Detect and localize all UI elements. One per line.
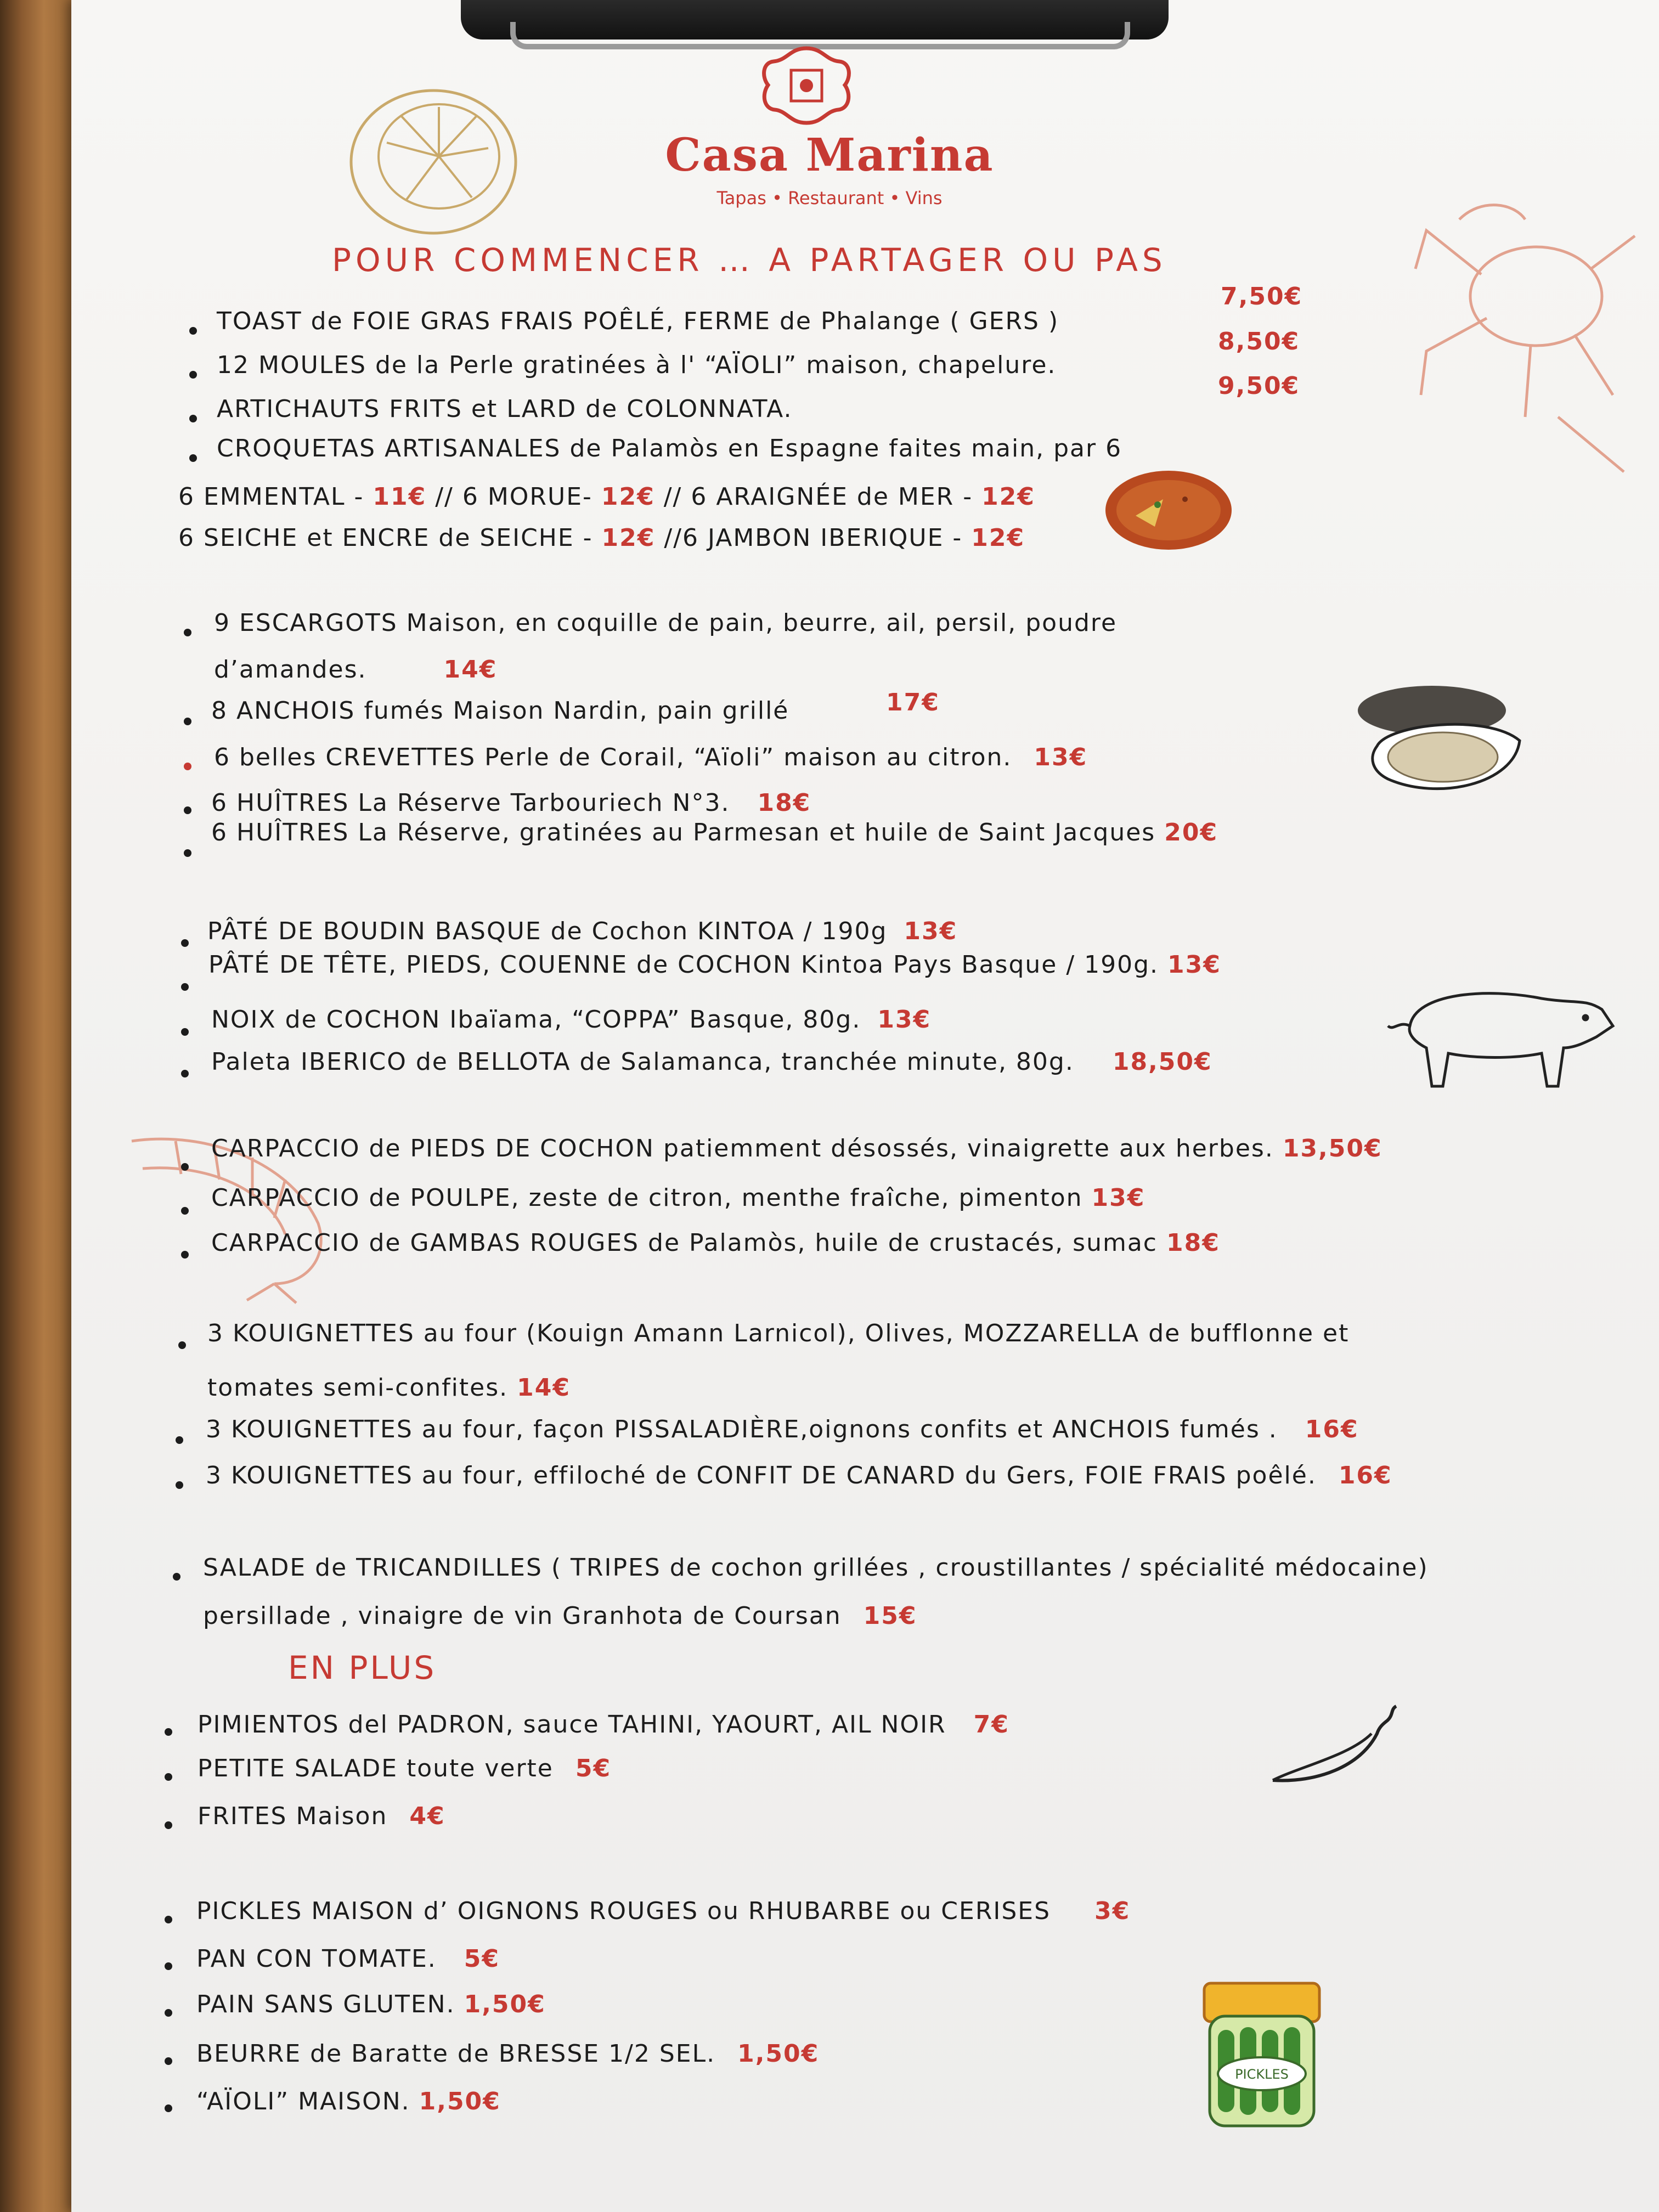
brand-tagline: Tapas • Restaurant • Vins [716, 188, 943, 208]
menu-item: 9 ESCARGOTS Maison, en coquille de pain, beurre, ail, persil, poudre [214, 609, 1118, 637]
bullet [181, 983, 189, 991]
bullet [181, 939, 189, 947]
bullet [189, 327, 197, 335]
menu-item: “AÏOLI” MAISON. 1,50€ [196, 2087, 501, 2115]
pepper-icon [1267, 1701, 1399, 1788]
bullet [184, 806, 191, 814]
menu-item: CARPACCIO de PIEDS DE COCHON patiemment désossés, vinaigrette aux herbes. 13,50€ [211, 1135, 1383, 1163]
menu-item: NOIX de COCHON Ibaïama, “COPPA” Basque, 80g. 13€ [211, 1006, 932, 1034]
menu-item: 8 ANCHOIS fumés Maison Nardin, pain grillé [211, 697, 789, 725]
menu-item-cont: tomates semi-confites. 14€ [207, 1374, 571, 1402]
menu-item: FRITES Maison 4€ [198, 1802, 445, 1830]
menu-item: 6 HUÎTRES La Réserve, gratinées au Parmesan et huile de Saint Jacques 20€ [211, 819, 1218, 847]
menu-item: SALADE de TRICANDILLES ( TRIPES de cochon grillées , croustillantes / spécialité médocaine) [203, 1554, 1429, 1582]
pickle-jar-label: PICKLES [1235, 2067, 1289, 2082]
bullet [184, 718, 191, 725]
bullet [165, 2009, 172, 2017]
menu-item: BEURRE de Baratte de BRESSE 1/2 SEL. 1,50€ [196, 2040, 820, 2068]
bullet [189, 415, 197, 422]
bullet [184, 849, 191, 857]
menu-item-cont: d’amandes. 14€ [214, 656, 498, 684]
crab-icon [1393, 187, 1646, 494]
menu-item: PICKLES MAISON d’ OIGNONS ROUGES ou RHUBARBE ou CERISES 3€ [196, 1897, 1131, 1925]
logo-tile-icon [757, 44, 856, 126]
menu-item: CARPACCIO de POULPE, zeste de citron, menthe fraîche, pimenton 13€ [211, 1184, 1146, 1212]
section-title-starters: POUR COMMENCER … A PARTAGER OU PAS [332, 241, 1167, 279]
bullet [173, 1573, 180, 1581]
bullet [181, 1251, 189, 1259]
menu-item-price: 7,50€ [1221, 283, 1303, 311]
bullet [181, 1028, 189, 1036]
oyster-icon [1355, 680, 1531, 806]
menu-item: TOAST de FOIE GRAS FRAIS POÊLÉ, FERME de Phalange ( GERS ) [217, 307, 1059, 335]
bullet [165, 1821, 172, 1829]
menu-item: CARPACCIO de GAMBAS ROUGES de Palamòs, huile de crustacés, sumac 18€ [211, 1229, 1220, 1257]
menu-item: 6 belles CREVETTES Perle de Corail, “Aïoli” maison au citron. 13€ [214, 743, 1088, 771]
bullet [165, 2104, 172, 2112]
brand-name: Casa Marina [665, 129, 994, 182]
pig-icon [1377, 966, 1618, 1103]
bullet [165, 1916, 172, 1923]
menu-item-price: 17€ [886, 689, 940, 716]
bullet [189, 371, 197, 379]
menu-item: PIMIENTOS del PADRON, sauce TAHINI, YAOURT, AIL NOIR 7€ [198, 1711, 1009, 1739]
bullet [176, 1436, 183, 1444]
menu-item: ARTICHAUTS FRITS et LARD de COLONNATA. [217, 395, 793, 423]
menu-item: Paleta IBERICO de BELLOTA de Salamanca, tranchée minute, 80g. 18,50€ [211, 1048, 1212, 1076]
menu-item: 3 KOUIGNETTES au four (Kouign Amann Larnicol), Olives, MOZZARELLA de bufflonne et [207, 1319, 1350, 1347]
croquette-icon [1103, 466, 1234, 554]
menu-item: 6 HUÎTRES La Réserve Tarbouriech N°3. 18€ [211, 789, 811, 817]
menu-item-price: 9,50€ [1218, 372, 1300, 400]
menu-item: PAN CON TOMATE. 5€ [196, 1945, 500, 1973]
bullet [178, 1341, 186, 1349]
bullet [184, 629, 191, 636]
bullet [165, 1728, 172, 1736]
menu-item: PETITE SALADE toute verte 5€ [198, 1754, 612, 1782]
bullet [181, 1163, 189, 1171]
menu-item-price: 8,50€ [1218, 328, 1300, 356]
bullet [181, 1207, 189, 1215]
menu-item-sub: 6 SEICHE et ENCRE de SEICHE - 12€ //6 JAMBON IBERIQUE - 12€ [178, 524, 1025, 552]
menu-item-cont: persillade , vinaigre de vin Granhota de Coursan 15€ [203, 1602, 917, 1630]
menu-item: PÂTÉ DE TÊTE, PIEDS, COUENNE de COCHON Kintoa Pays Basque / 190g. 13€ [208, 951, 1221, 979]
bullet [165, 2057, 172, 2065]
bullet [165, 1962, 172, 1970]
bullet [181, 1070, 189, 1077]
lemon-icon [340, 82, 527, 241]
menu-item: PÂTÉ DE BOUDIN BASQUE de Cochon KINTOA / 190g 13€ [207, 917, 958, 945]
menu-item: 12 MOULES de la Perle gratinées à l' “AÏOLI” maison, chapelure. [217, 351, 1057, 379]
menu-item: 3 KOUIGNETTES au four, façon PISSALADIÈRE,oignons confits et ANCHOIS fumés . 16€ [206, 1415, 1359, 1443]
pickle-jar-icon [1193, 1978, 1330, 2131]
bullet [189, 454, 197, 462]
bullet [176, 1481, 183, 1489]
section-title-extras: EN PLUS [288, 1649, 437, 1686]
bullet [165, 1773, 172, 1781]
menu-item: 3 KOUIGNETTES au four, effiloché de CONFIT DE CANARD du Gers, FOIE FRAIS poêlé. 16€ [206, 1462, 1392, 1489]
menu-item: PAIN SANS GLUTEN. 1,50€ [196, 1990, 546, 2018]
bullet [184, 763, 191, 770]
menu-item: CROQUETAS ARTISANALES de Palamòs en Espagne faites main, par 6 [217, 435, 1122, 462]
menu-item-sub: 6 EMMENTAL - 11€ // 6 MORUE- 12€ // 6 ARAIGNÉE de MER - 12€ [178, 483, 1035, 511]
